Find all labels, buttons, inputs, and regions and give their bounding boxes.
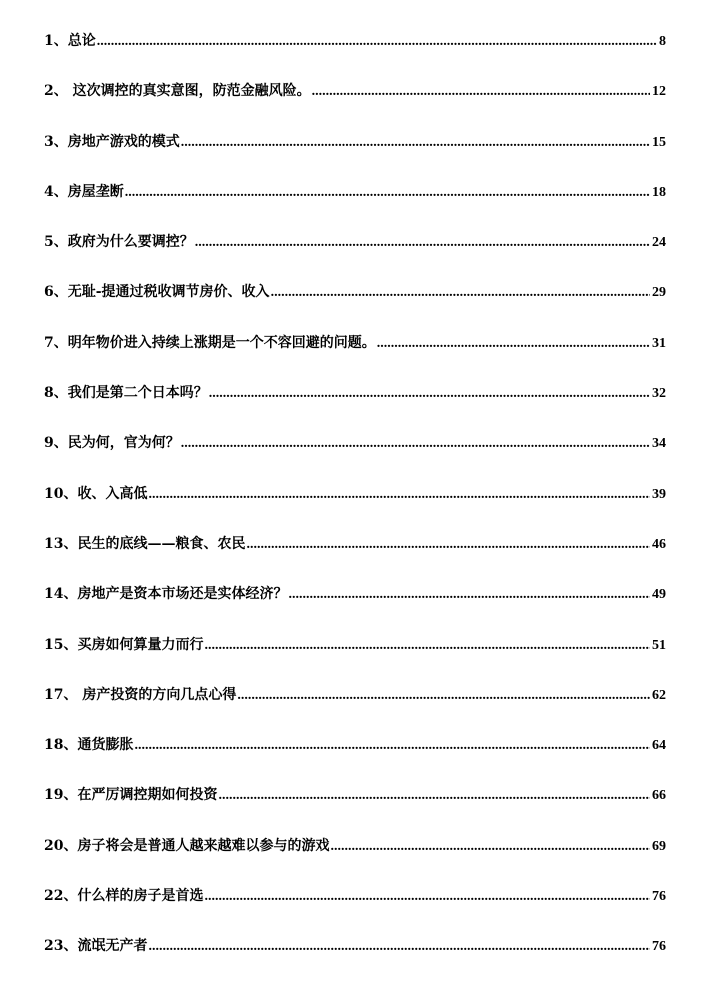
toc-entry[interactable] xyxy=(44,131,666,181)
toc-entry[interactable] xyxy=(44,483,666,533)
toc-dot-leader xyxy=(377,336,650,352)
toc-page-number: 12 xyxy=(652,84,666,100)
toc-entry-title: 10、收、入高低 xyxy=(44,485,148,502)
toc-dot-leader xyxy=(288,587,650,603)
toc-entry[interactable] xyxy=(44,784,666,834)
toc-page-number: 39 xyxy=(652,486,666,502)
toc-entry-title: 20、房子将会是普通人越来越难以参与的游戏 xyxy=(44,837,330,854)
toc-entry-title: 17、 房产投资的方向几点心得 xyxy=(44,686,237,703)
toc-entry[interactable] xyxy=(44,533,666,583)
toc-entry-title: 3、房地产游戏的模式 xyxy=(44,133,180,150)
toc-page-number: 29 xyxy=(652,285,666,301)
toc-dot-leader xyxy=(204,638,650,654)
toc-entry-title: 6、无耻-提通过税收调节房价、收入 xyxy=(44,284,270,301)
toc-dot-leader xyxy=(237,688,650,704)
toc-page-number: 49 xyxy=(652,587,666,603)
toc-entry[interactable] xyxy=(44,835,666,885)
toc-entry[interactable] xyxy=(44,583,666,633)
toc-page-number: 64 xyxy=(652,738,666,754)
toc-entry[interactable] xyxy=(44,181,666,231)
toc-entry-title: 18、通货膨胀 xyxy=(44,737,134,754)
toc-entry[interactable] xyxy=(44,684,666,734)
toc-dot-leader xyxy=(204,889,650,905)
toc-dot-leader xyxy=(125,185,650,201)
toc-page-number: 76 xyxy=(652,889,666,905)
toc-dot-leader xyxy=(209,386,650,402)
toc-page-number: 69 xyxy=(652,838,666,854)
toc-entry[interactable] xyxy=(44,432,666,482)
toc-entry-title: 19、在严厉调控期如何投资 xyxy=(44,787,218,804)
toc-entry-title: 1、总论 xyxy=(44,33,96,49)
toc-entry[interactable] xyxy=(44,80,666,130)
toc-page-number: 24 xyxy=(652,235,666,251)
toc-dot-leader xyxy=(181,135,650,151)
toc-entry[interactable] xyxy=(44,382,666,432)
toc-page-number: 34 xyxy=(652,436,666,452)
table-of-contents xyxy=(44,30,666,986)
toc-page-number: 8 xyxy=(659,34,666,49)
toc-page-number: 76 xyxy=(652,939,666,955)
toc-page-number: 51 xyxy=(652,637,666,653)
toc-dot-leader xyxy=(181,436,650,452)
toc-entry-title: 4、房屋垄断 xyxy=(44,183,124,200)
toc-page-number: 62 xyxy=(652,687,666,703)
toc-page-number: 46 xyxy=(652,536,666,552)
toc-entry-title: 7、明年物价进入持续上涨期是一个不容回避的问题。 xyxy=(44,334,376,351)
toc-entry-title: 15、买房如何算量力而行 xyxy=(44,636,204,653)
toc-entry-title: 2、 这次调控的真实意图，防范金融风险。 xyxy=(44,83,311,100)
toc-entry[interactable] xyxy=(44,885,666,935)
toc-dot-leader xyxy=(330,839,650,855)
toc-dot-leader xyxy=(271,285,650,301)
toc-entry-title: 13、民生的底线——粮食、农民 xyxy=(44,535,246,552)
toc-entry-title: 5、政府为什么要调控？ xyxy=(44,234,194,251)
toc-entry[interactable] xyxy=(44,281,666,331)
toc-page-number: 18 xyxy=(652,184,666,200)
toc-dot-leader xyxy=(312,84,650,100)
toc-entry[interactable] xyxy=(44,30,666,80)
toc-entry[interactable] xyxy=(44,332,666,382)
toc-page-number: 15 xyxy=(652,134,666,150)
toc-entry[interactable] xyxy=(44,231,666,281)
toc-dot-leader xyxy=(195,235,650,251)
toc-entry-title: 8、我们是第二个日本吗？ xyxy=(44,385,208,402)
toc-dot-leader xyxy=(246,537,650,553)
toc-entry-title: 23、流氓无产者 xyxy=(44,938,148,955)
toc-dot-leader xyxy=(148,939,650,955)
toc-page-number: 66 xyxy=(652,788,666,804)
toc-dot-leader xyxy=(218,788,650,804)
toc-dot-leader xyxy=(97,34,657,50)
toc-entry-title: 14、房地产是资本市场还是实体经济？ xyxy=(44,586,288,603)
toc-entry[interactable] xyxy=(44,734,666,784)
toc-dot-leader xyxy=(134,738,650,754)
toc-page-number: 32 xyxy=(652,386,666,402)
toc-dot-leader xyxy=(148,487,650,503)
toc-entry-title: 9、民为何，官为何？ xyxy=(44,435,180,452)
toc-entry[interactable] xyxy=(44,634,666,684)
toc-page-number: 31 xyxy=(652,335,666,351)
toc-entry[interactable] xyxy=(44,935,666,985)
toc-entry-title: 22、什么样的房子是首选 xyxy=(44,888,204,905)
